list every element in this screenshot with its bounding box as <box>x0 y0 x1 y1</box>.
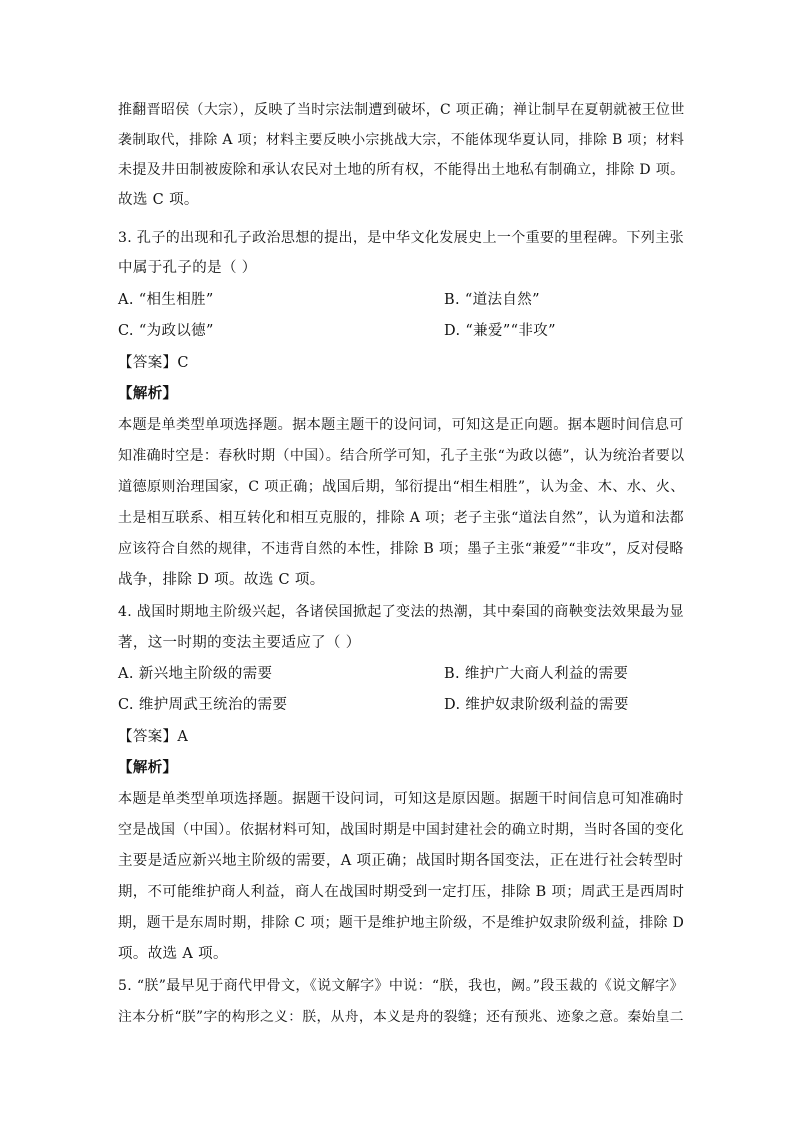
q3-analysis-line-3: 道德原则治理国家，C 项正确；战国后期，邹衍提出“相生相胜”，认为金、木、水、火、 <box>118 479 685 495</box>
q3-option-c: C. “为政以德” <box>118 323 214 339</box>
q4-stem-line-2: 著，这一时期的变法主要适应了（ ） <box>118 635 361 651</box>
q5-stem-line-1: 5. “朕”最早见于商代甲骨文，《说文解字》中说：“朕，我也，阙。”段玉裁的《说文解字》 <box>118 978 684 994</box>
q4-analysis-line-5: 期，题干是东周时期，排除 C 项；题干是维护地主阶级，不是维护奴隶阶级利益，排除 D <box>118 915 685 931</box>
carryover-line-2: 袭制取代，排除 A 项；材料主要反映小宗挑战大宗，不能体现华夏认同，排除 B 项；材料 <box>118 132 685 148</box>
q4-analysis-line-3: 主要是适应新兴地主阶级的需要，A 项正确；战国时期各国变法，正在进行社会转型时 <box>118 853 684 869</box>
q3-stem-line-2: 中属于孔子的是（ ） <box>118 260 257 276</box>
q3-analysis-line-2: 知准确时空是：春秋时期（中国）。结合所学可知，孔子主张“为政以德”，认为统治者要以 <box>118 448 685 464</box>
q3-analysis-line-1: 本题是单类型单项选择题。据本题主题干的设问词，可知这是正向题。据本题时间信息可 <box>118 417 684 433</box>
q3-answer: 【答案】C <box>118 355 189 371</box>
q3-option-a: A. “相生相胜” <box>118 292 214 308</box>
carryover-line-4: 故选 C 项。 <box>118 192 199 208</box>
q4-analysis-line-6: 项。故选 A 项。 <box>118 946 228 962</box>
q4-analysis-line-2: 空是战国（中国）。依据材料可知，战国时期是中国封建社会的确立时期，当时各国的变化 <box>118 822 684 838</box>
q4-option-c: C. 维护周武王统治的需要 <box>118 697 288 713</box>
q4-analysis-heading: 【解析】 <box>118 759 178 776</box>
q4-answer: 【答案】A <box>118 729 189 745</box>
q3-analysis-line-5: 应该符合自然的规律，不违背自然的本性，排除 B 项；墨子主张“兼爱”“非攻”，反对侵略 <box>118 541 684 557</box>
q4-option-d: D. 维护奴隶阶级利益的需要 <box>444 697 629 713</box>
q3-analysis-line-6: 战争，排除 D 项。故选 C 项。 <box>118 572 325 588</box>
q4-option-a: A. 新兴地主阶级的需要 <box>118 666 273 682</box>
q3-option-d: D. “兼爱”“非攻” <box>444 323 556 339</box>
carryover-line-1: 推翻晋昭侯（大宗），反映了当时宗法制遭到破坏，C 项正确；禅让制早在夏朝就被王位世 <box>118 102 685 118</box>
q3-analysis-line-4: 土是相互联系、相互转化和相互克服的，排除 A 项；老子主张“道法自然”，认为道和法都 <box>118 510 685 526</box>
q3-option-b: B. “道法自然” <box>444 292 540 308</box>
carryover-line-3: 未提及井田制被废除和承认农民对土地的所有权，不能得出土地私有制确立，排除 D 项。 <box>118 162 685 178</box>
q5-stem-line-2: 注本分析“朕”字的构形之义：朕，从舟，本义是舟的裂缝；还有预兆、迹象之意。秦始皇二 <box>118 1009 684 1025</box>
q4-analysis-line-4: 期，不可能维护商人利益，商人在战国时期受到一定打压，排除 B 项；周武王是西周时 <box>118 884 685 900</box>
q4-stem-line-1: 4. 战国时期地主阶级兴起，各诸侯国掀起了变法的热潮，其中秦国的商鞅变法效果最为显 <box>118 604 684 620</box>
q3-analysis-heading: 【解析】 <box>118 385 178 402</box>
q4-analysis-line-1: 本题是单类型单项选择题。据题干设问词，可知这是原因题。据题干时间信息可知准确时 <box>118 791 684 807</box>
q3-stem-line-1: 3. 孔子的出现和孔子政治思想的提出，是中华文化发展史上一个重要的里程碑。下列主张 <box>118 230 684 246</box>
q4-option-b: B. 维护广大商人利益的需要 <box>444 666 629 682</box>
